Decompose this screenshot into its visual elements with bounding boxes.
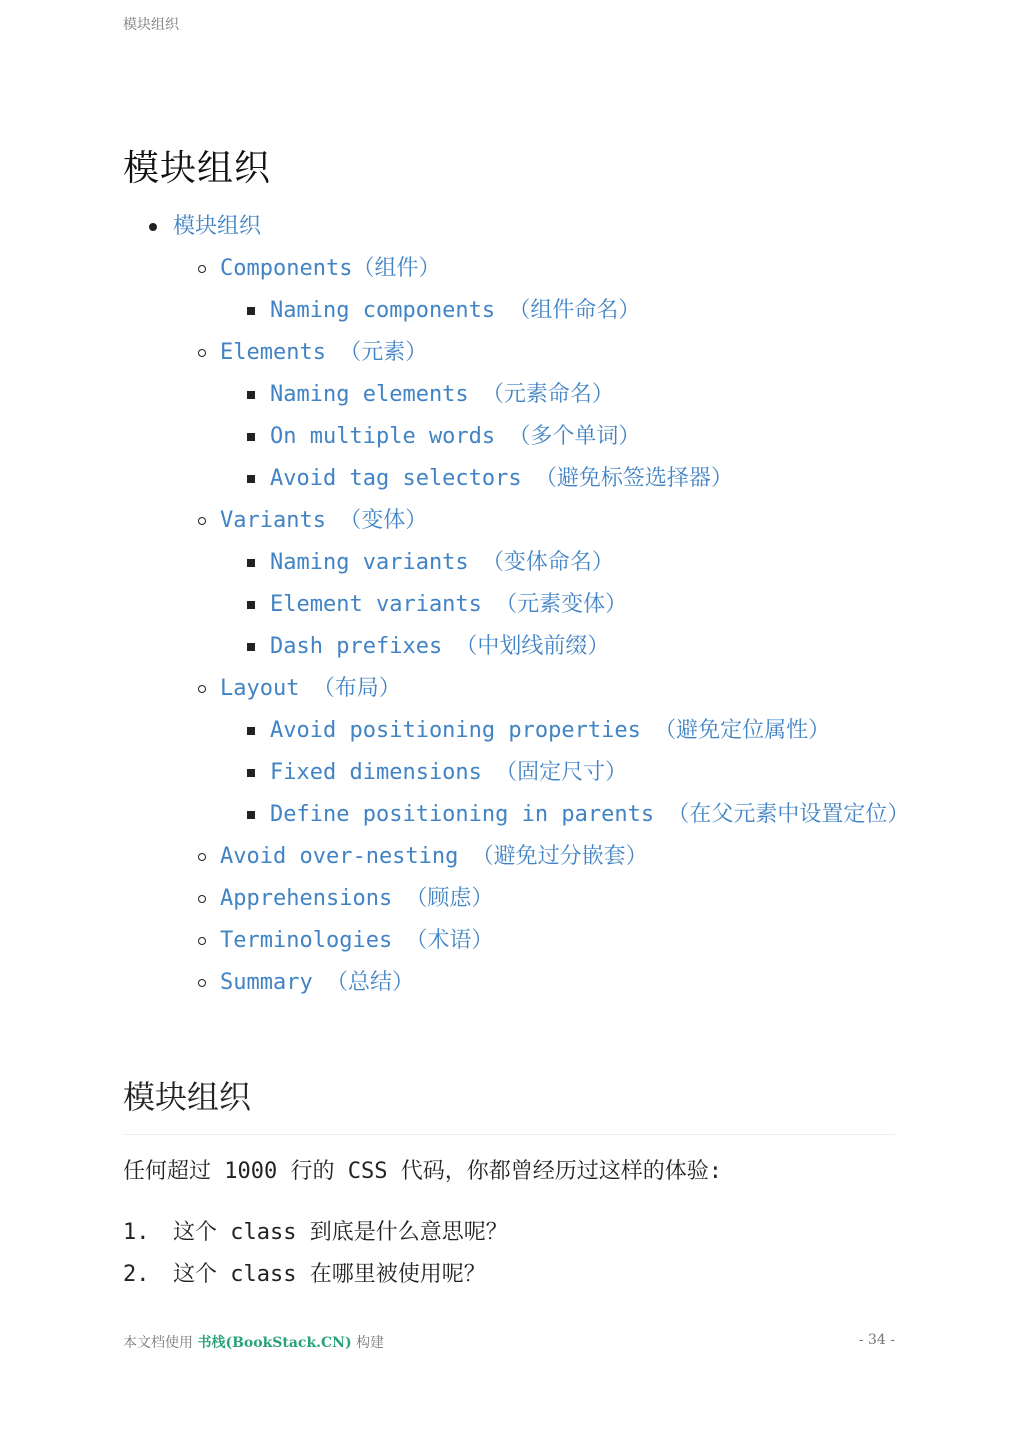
bullet-icon xyxy=(149,206,157,248)
bullet-icon xyxy=(247,584,255,626)
toc-link[interactable]: Layout （布局） xyxy=(220,676,401,701)
toc-item xyxy=(123,668,903,710)
toc-link[interactable]: Summary （总结） xyxy=(220,970,414,995)
list-item xyxy=(123,1212,508,1254)
toc-link[interactable]: Apprehensions （顾虑） xyxy=(220,886,494,911)
page-title: 模块组织 xyxy=(123,148,272,189)
toc-link[interactable]: Terminologies （术语） xyxy=(220,928,494,953)
toc-link[interactable]: Avoid over-nesting （避免过分嵌套） xyxy=(220,844,648,869)
toc-item xyxy=(123,752,903,794)
toc-item xyxy=(123,248,903,290)
bullet-icon xyxy=(198,836,206,878)
toc-link[interactable]: Avoid positioning properties （避免定位属性） xyxy=(270,718,831,743)
bullet-icon xyxy=(198,668,206,710)
list-text: 这个 class 在哪里被使用呢？ xyxy=(173,1262,486,1287)
toc-link[interactable]: 模块组织 xyxy=(173,214,262,239)
bullet-icon xyxy=(198,962,206,1004)
footer-brand-link[interactable]: 书栈(BookStack.CN) xyxy=(197,1335,352,1351)
toc-item xyxy=(123,920,903,962)
toc-item xyxy=(123,206,903,248)
section-heading: 模块组织 xyxy=(123,1072,895,1135)
toc-link[interactable]: Naming variants （变体命名） xyxy=(270,550,614,575)
footer-prefix: 本文档使用 xyxy=(123,1335,193,1351)
question-list xyxy=(123,1212,508,1296)
bullet-icon xyxy=(198,878,206,920)
toc-link[interactable]: Dash prefixes （中划线前缀） xyxy=(270,634,610,659)
page-number: - 34 - xyxy=(858,1332,895,1348)
toc-link[interactable]: Components（组件） xyxy=(220,256,441,281)
table-of-contents xyxy=(123,206,910,1004)
toc-item xyxy=(123,290,903,332)
toc-item xyxy=(123,584,903,626)
toc-item xyxy=(123,500,903,542)
footer-credit xyxy=(123,1332,384,1352)
toc-link[interactable]: Fixed dimensions （固定尺寸） xyxy=(270,760,628,785)
bullet-icon xyxy=(198,920,206,962)
toc-link[interactable]: Naming components （组件命名） xyxy=(270,298,641,323)
toc-link[interactable]: Avoid tag selectors （避免标签选择器） xyxy=(270,466,733,491)
list-number: 1. xyxy=(123,1220,150,1245)
toc-link[interactable]: Element variants （元素变体） xyxy=(270,592,628,617)
running-header: 模块组织 xyxy=(123,17,179,33)
toc-item xyxy=(123,542,903,584)
bullet-icon xyxy=(247,710,255,752)
bullet-icon xyxy=(247,290,255,332)
toc-link[interactable]: On multiple words （多个单词） xyxy=(270,424,641,449)
toc-item xyxy=(123,962,903,1004)
toc-item xyxy=(123,332,903,374)
toc-link[interactable]: Naming elements （元素命名） xyxy=(270,382,614,407)
list-text: 这个 class 到底是什么意思呢？ xyxy=(173,1220,508,1245)
list-item xyxy=(123,1254,508,1296)
bullet-icon xyxy=(247,542,255,584)
toc-link[interactable]: Variants （变体） xyxy=(220,508,428,533)
bullet-icon xyxy=(247,626,255,668)
toc-item xyxy=(123,458,903,500)
bullet-icon xyxy=(198,500,206,542)
bullet-icon xyxy=(247,752,255,794)
toc-item xyxy=(123,878,903,920)
bullet-icon xyxy=(247,374,255,416)
intro-paragraph: 任何超过 1000 行的 CSS 代码，你都曾经历过这样的体验: xyxy=(123,1159,722,1184)
toc-link[interactable]: Define positioning in parents （在父元素中设置定位） xyxy=(270,802,910,827)
bullet-icon xyxy=(247,794,255,836)
toc-item xyxy=(123,710,903,752)
toc-item xyxy=(123,836,903,878)
bullet-icon xyxy=(198,332,206,374)
bullet-icon xyxy=(247,458,255,500)
footer-suffix: 构建 xyxy=(356,1335,385,1351)
bullet-icon xyxy=(198,248,206,290)
toc-item xyxy=(123,416,903,458)
list-number: 2. xyxy=(123,1262,150,1287)
toc-item xyxy=(123,626,903,668)
toc-item xyxy=(123,794,910,836)
toc-link[interactable]: Elements （元素） xyxy=(220,340,428,365)
bullet-icon xyxy=(247,416,255,458)
toc-item xyxy=(123,374,903,416)
